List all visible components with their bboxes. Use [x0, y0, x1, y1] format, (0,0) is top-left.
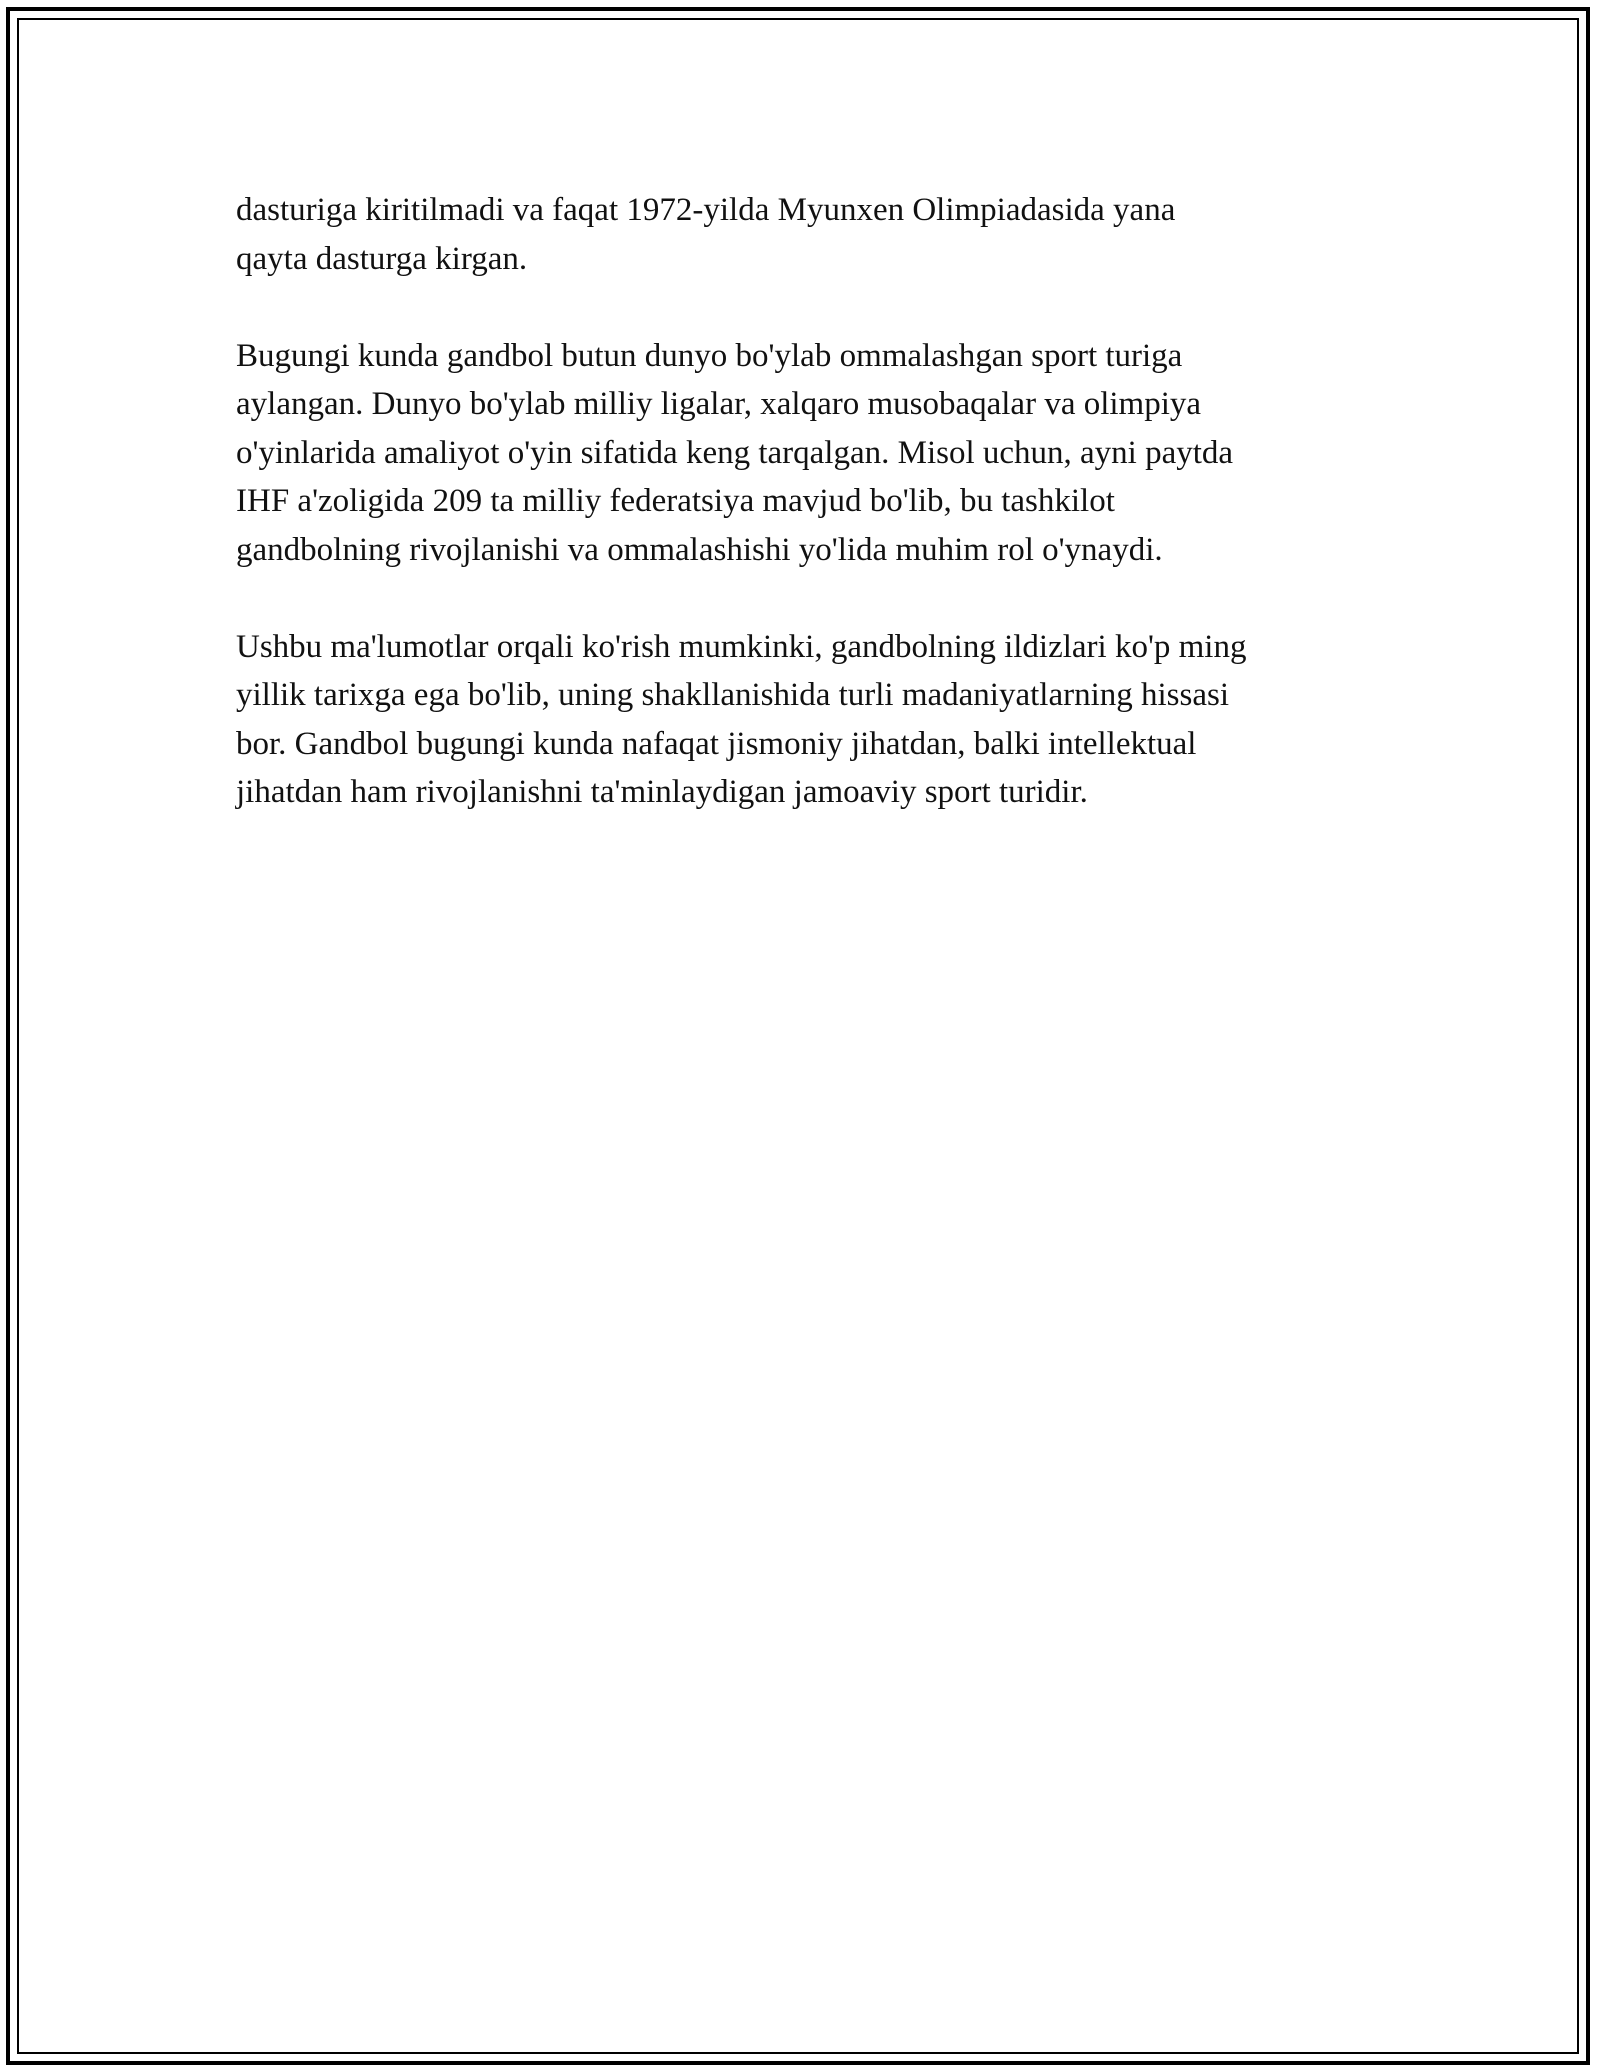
text-line: jihatdan ham rivojlanishni ta'minlaydigan jamoaviy sport turidir. — [236, 774, 1088, 810]
text-line: gandbolning rivojlanishi va ommalashishi yo'lida muhim rol o'ynaydi. — [236, 531, 1163, 568]
paragraph-1 — [236, 186, 1396, 283]
text-line: yillik tarixga ega bo'lib, uning shakllanishida turli madaniyatlarning hissasi — [236, 677, 1230, 713]
text-line: IHF a'zoligida 209 ta milliy federatsiya mavjud bo'lib, bu tashkilot — [236, 483, 1115, 519]
text-line: aylangan. Dunyo bo'ylab milliy ligalar, xalqaro musobaqalar va olimpiya — [236, 386, 1202, 422]
text-line: dasturiga kiritilmadi va faqat 1972-yilda Myunxen Olimpiadasida yana — [236, 192, 1176, 228]
text-line: o'yinlarida amaliyot o'yin sifatida keng tarqalgan. Misol uchun, ayni paytda — [236, 434, 1234, 471]
text-line: Ushbu ma'lumotlar orqali ko'rish mumkinki, gandbolning ildizlari ko'p ming — [236, 628, 1247, 665]
document-body — [236, 186, 1396, 865]
text-line: Bugungi kunda gandbol butun dunyo bo'ylab ommalashgan sport turiga — [236, 337, 1183, 374]
text-line: qayta dasturga kirgan. — [236, 240, 528, 277]
paragraph-3 — [236, 623, 1396, 817]
paragraph-2 — [236, 332, 1396, 575]
text-line: bor. Gandbol bugungi kunda nafaqat jismoniy jihatdan, balki intellektual — [236, 725, 1197, 762]
